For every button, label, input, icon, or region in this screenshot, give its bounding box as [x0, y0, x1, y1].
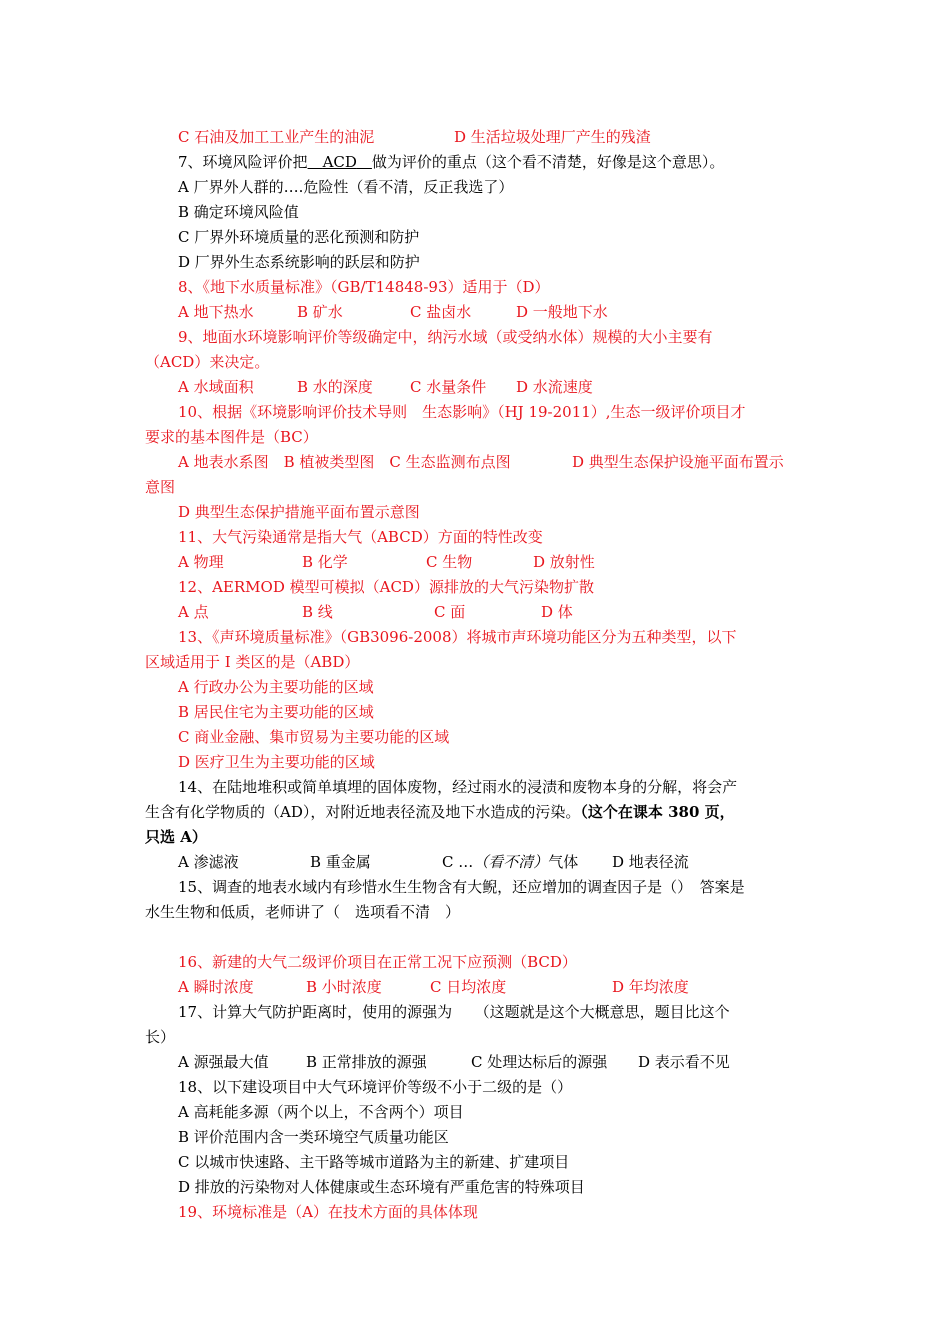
q15-question-line2: 水生生物和低质，老师讲了（ 选项看不清 ） [145, 903, 461, 921]
q9-option-a: A 水域面积 [178, 378, 254, 396]
q9-option-b: B 水的深度 [297, 378, 373, 396]
q14-option-c: C …（看不清）气体 [442, 853, 579, 871]
q7-prefix: 7、环境风险评价把 [178, 153, 308, 171]
q7-question [178, 155, 724, 170]
q7-option-a: A 厂界外人群的….危险性（看不清，反正我选了） [178, 178, 514, 196]
q18-option-a: A 高耗能多源（两个以上，不含两个）项目 [178, 1103, 464, 1121]
q11-option-a: A 物理 [178, 553, 224, 571]
q10-question-line1: 10、根据《环境影响评价技术导则 生态影响》（HJ 19-2011）,生态一级评价项目才 [178, 403, 746, 421]
q16-option-d: D 年均浓度 [612, 978, 689, 996]
q7-answer: ACD [322, 153, 357, 171]
q13-question-line1: 13、《声环境质量标准》（GB3096-2008）将城市声环境功能区分为五种类型，以下 [178, 628, 737, 646]
q11-question: 11、大气污染通常是指大气（ABCD）方面的特性改变 [178, 528, 543, 546]
q15-question-line1: 15、调查的地表水域内有珍惜水生生物含有大鲵，还应增加的调查因子是（） 答案是 [178, 878, 745, 896]
q14-question-line2 [145, 805, 735, 820]
q13-option-b: B 居民住宅为主要功能的区域 [178, 703, 374, 721]
q17-question-line2: 长） [145, 1028, 176, 1046]
q19-question: 19、环境标准是（A）在技术方面的具体体现 [178, 1203, 478, 1221]
q10-option-d-line1: D 典型生态保护设施平面布置示 [572, 453, 784, 471]
q11-option-d: D 放射性 [533, 553, 595, 571]
q14-text: 生含有化学物质的（AD），对附近地表径流及地下水造成的污染。 [145, 803, 581, 821]
q18-option-c: C 以城市快速路、主干路等城市道路为主的新建、扩建项目 [178, 1153, 570, 1171]
q10-option-d-line2: 意图 [145, 478, 176, 496]
q10-options-abc: A 地表水系图 B 植被类型图 C 生态监测布点图 [178, 453, 511, 471]
q8-question: 8、《地下水质量标准》（GB/T14848-93）适用于（D） [178, 278, 550, 296]
q10-question-line2: 要求的基本图件是（BC） [145, 428, 318, 446]
q8-option-c: C 盐卤水 [410, 303, 472, 321]
q18-option-d: D 排放的污染物对人体健康或生态环境有严重危害的特殊项目 [178, 1178, 585, 1196]
q17-option-c: C 处理达标后的源强 [471, 1053, 608, 1071]
q9-option-c: C 水量条件 [410, 378, 487, 396]
q11-option-b: B 化学 [302, 553, 348, 571]
q7-option-d: D 厂界外生态系统影响的跃层和防护 [178, 253, 420, 271]
q11-option-c: C 生物 [426, 553, 473, 571]
q17-option-a: A 源强最大值 [178, 1053, 269, 1071]
q18-option-b: B 评价范围内含一类环境空气质量功能区 [178, 1128, 449, 1146]
q10-option-e: D 典型生态保护措施平面布置示意图 [178, 503, 420, 521]
q7-option-b: B 确定环境风险值 [178, 203, 299, 221]
q9-option-d: D 水流速度 [516, 378, 593, 396]
q7-option-c: C 厂界外环境质量的恶化预测和防护 [178, 228, 420, 246]
q16-option-c: C 日均浓度 [430, 978, 507, 996]
q14-note-line2: 只选 A） [145, 828, 207, 846]
q9-question-line2: （ACD）来决定。 [145, 353, 270, 371]
q18-question: 18、以下建设项目中大气环境评价等级不小于二级的是（） [178, 1078, 573, 1096]
q12-option-b: B 线 [302, 603, 333, 621]
q14-note: （这个在课本 380 页， [580, 803, 735, 821]
q6-option-d: D 生活垃圾处理厂产生的残渣 [454, 128, 651, 146]
q9-question-line1: 9、地面水环境影响评价等级确定中，纳污水域（或受纳水体）规模的大小主要有 [178, 328, 713, 346]
q8-option-d: D 一般地下水 [516, 303, 608, 321]
q8-option-a: A 地下热水 [178, 303, 254, 321]
q14-option-a: A 渗滤液 [178, 853, 239, 871]
q14-option-d: D 地表径流 [612, 853, 689, 871]
q12-option-d: D 体 [541, 603, 573, 621]
q13-option-a: A 行政办公为主要功能的区域 [178, 678, 374, 696]
q13-option-d: D 医疗卫生为主要功能的区域 [178, 753, 375, 771]
q8-option-b: B 矿水 [297, 303, 343, 321]
q12-question: 12、AERMOD 模型可模拟（ACD）源排放的大气污染物扩散 [178, 578, 594, 596]
q17-question-line1: 17、计算大气防护距离时，使用的源强为 （这题就是这个大概意思，题目比这个 [178, 1003, 730, 1021]
q12-option-a: A 点 [178, 603, 209, 621]
q14-option-b: B 重金属 [310, 853, 371, 871]
q17-option-d: D 表示看不见 [638, 1053, 730, 1071]
q16-question: 16、新建的大气二级评价项目在正常工况下应预测（BCD） [178, 953, 577, 971]
q13-option-c: C 商业金融、集市贸易为主要功能的区域 [178, 728, 450, 746]
q7-suffix: 做为评价的重点（这个看不清楚，好像是这个意思）。 [371, 153, 725, 171]
q13-question-line2: 区域适用于 I 类区的是（ABD） [145, 653, 360, 671]
q17-option-b: B 正常排放的源强 [306, 1053, 427, 1071]
q16-option-a: A 瞬时浓度 [178, 978, 254, 996]
q14-question-line1: 14、在陆地堆积或简单填埋的固体废物，经过雨水的浸渍和废物本身的分解，将会产 [178, 778, 738, 796]
q12-option-c: C 面 [434, 603, 466, 621]
q6-option-c: C 石油及加工工业产生的油泥 [178, 128, 375, 146]
q16-option-b: B 小时浓度 [306, 978, 382, 996]
q14-option-c-note: （看不清） [473, 853, 549, 871]
